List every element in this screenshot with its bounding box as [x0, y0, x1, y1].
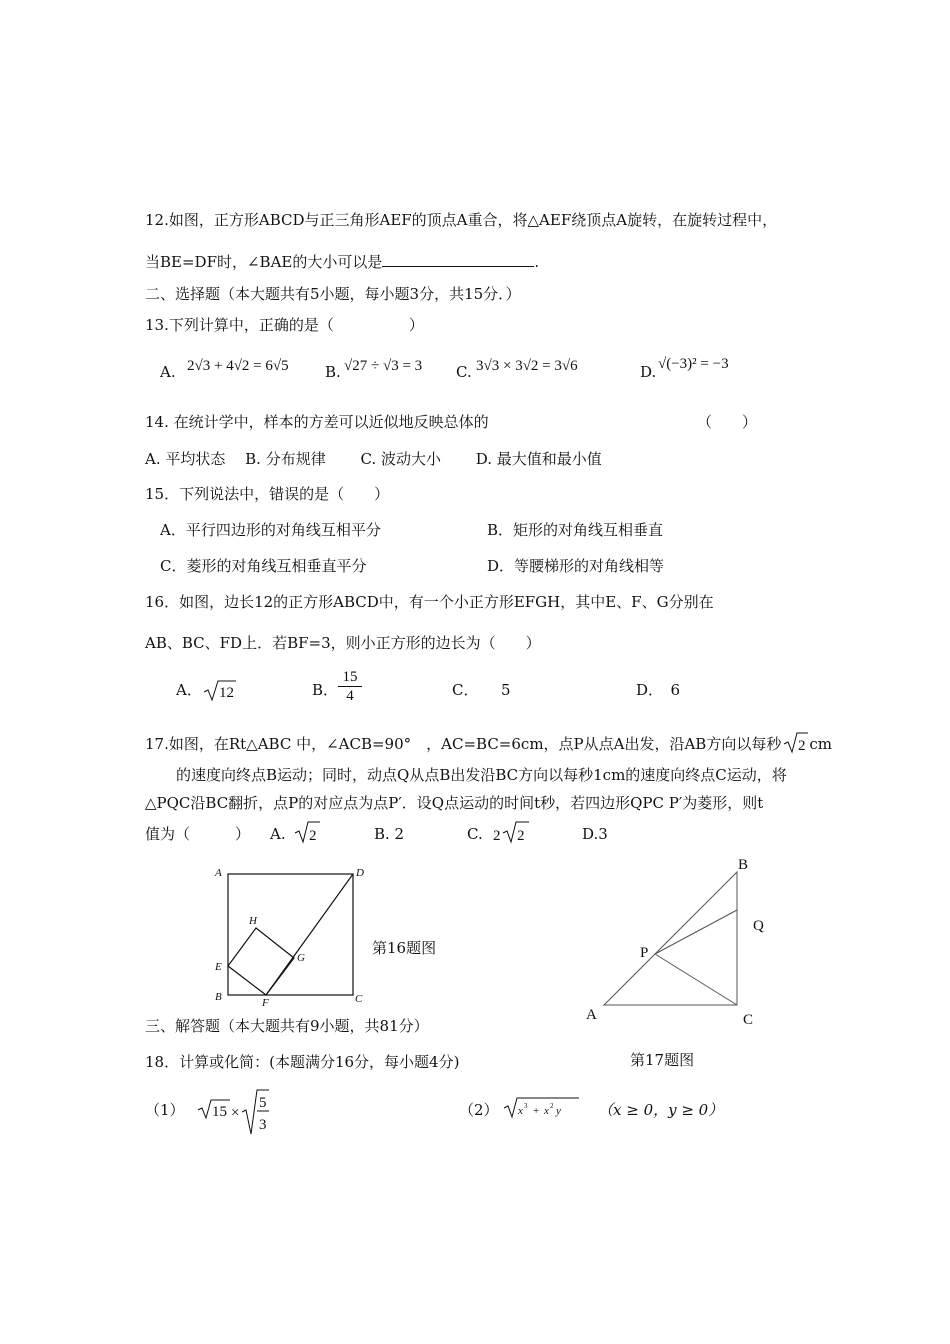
- svg-text:2: 2: [309, 828, 317, 844]
- q16-option-c: C． 5: [452, 681, 511, 699]
- q18-part1-expr: [197, 1088, 272, 1136]
- fig17-label-b: B: [738, 857, 749, 873]
- fig17-label-q: Q: [753, 918, 764, 934]
- svg-text:y: y: [556, 1105, 561, 1117]
- q17-line2: 的速度向终点B运动；同时，动点Q从点B出发沿BC方向以每秒1cm的速度向终点C运动，将: [176, 766, 787, 784]
- fig16-label-c: C: [355, 993, 363, 1005]
- q18-part2-condition: （x ≥ 0，y ≥ 0）: [598, 1101, 724, 1119]
- q18-part2-label: （2）: [459, 1101, 499, 1119]
- q17-unit: cm: [809, 735, 832, 753]
- q15-stem: 15．下列说法中，错误的是（ ）: [145, 485, 390, 503]
- q13-b-label: B.: [325, 363, 341, 381]
- svg-text:2: 2: [493, 828, 501, 844]
- q16-a-value: 12: [219, 685, 234, 701]
- fig16-square-abcd: [228, 874, 353, 995]
- q16-b-label: B．: [312, 681, 339, 699]
- fig16-square-efgh: [228, 928, 294, 995]
- q12-line1: 12.如图，正方形ABCD与正三角形AEF的顶点A重合，将△AEF绕顶点A旋转，在旋转过程中，: [145, 211, 778, 229]
- q16-b-denominator: 4: [346, 688, 354, 704]
- fig17-label-a: A: [586, 1007, 597, 1023]
- q13-a-expr: 2√3 + 4√2 = 6√5: [187, 358, 289, 374]
- q13-d-label: D.: [640, 363, 657, 381]
- q17-a-label: A.: [270, 825, 286, 843]
- q13-c-expr: 3√3 × 3√2 = 3√6: [476, 358, 578, 374]
- q16-option-d: D． 6: [636, 681, 681, 699]
- q17-a-sqrt2: [294, 818, 322, 846]
- q14-options: A. 平均状态 B. 分布规律 C. 波动大小 D. 最大值和最小值: [145, 450, 602, 468]
- fig16-caption: 第16题图: [372, 939, 437, 957]
- fig17-line-pc: [655, 954, 737, 1005]
- svg-text:2: 2: [798, 738, 806, 754]
- fig17-triangle-abc: [604, 872, 737, 1005]
- q17-line1-text: 17.如图，在Rt△ABC 中，∠ACB=90° ，AC=BC=6cm，点P从点A出发，沿AB方向以每秒: [145, 735, 782, 753]
- q15-option-a: A．平行四边形的对角线互相平分: [160, 521, 381, 539]
- svg-text:15: 15: [212, 1104, 227, 1120]
- q16-line1: 16．如图，边长12的正方形ABCD中，有一个小正方形EFGH，其中E、F、G分别在: [145, 593, 714, 611]
- q16-a-label: A．: [176, 681, 202, 699]
- svg-text:2: 2: [517, 828, 525, 844]
- q14-paren: （ ）: [697, 413, 758, 431]
- svg-text:3: 3: [524, 1102, 528, 1110]
- q18-stem: 18．计算或化简：(本题满分16分，每小题4分): [145, 1053, 460, 1071]
- fig16-label-b: B: [215, 991, 222, 1003]
- q15-option-d: D．等腰梯形的对角线相等: [487, 557, 665, 575]
- fig17-line-pq: [655, 910, 737, 954]
- q17-line4: 值为（ ）: [145, 825, 251, 843]
- fig17-caption: 第17题图: [630, 1051, 695, 1069]
- fig16-label-d: D: [356, 867, 364, 879]
- fig16-label-a: A: [215, 867, 222, 879]
- q15-option-b: B．矩形的对角线互相垂直: [487, 521, 664, 539]
- svg-text:+: +: [533, 1105, 540, 1117]
- q17-c-label: C.: [467, 825, 483, 843]
- q16-b-fraction: [338, 668, 362, 705]
- svg-text:×: ×: [231, 1105, 240, 1121]
- q17-c-2sqrt2: [492, 818, 532, 846]
- q18-part1-label: （1）: [145, 1101, 185, 1119]
- fig17-label-p: P: [640, 945, 649, 961]
- q13-d-expr: √(−3)² = −3: [658, 356, 729, 372]
- q17-sqrt2: [783, 731, 809, 755]
- fig16-diagram: [205, 858, 385, 1008]
- svg-text:x: x: [544, 1105, 549, 1117]
- section2-heading: 二、选择题（本大题共有5小题，每小题3分，共15分．）: [145, 285, 521, 303]
- q16-b-numerator: 15: [342, 669, 358, 685]
- q12-line2-end: .: [534, 253, 540, 271]
- q12-line2-text: 当BE=DF时，∠BAE的大小可以是: [145, 253, 383, 271]
- q15-option-c: C．菱形的对角线互相垂直平分: [160, 557, 367, 575]
- q17-option-d: D.3: [582, 825, 608, 843]
- q18-part2-expr: [503, 1094, 583, 1124]
- q16-line2: AB、BC、FD上．若BF=3，则小正方形的边长为（ ）: [145, 634, 541, 652]
- fig16-label-e: E: [215, 961, 222, 973]
- q16-a-radical: [202, 678, 238, 704]
- svg-text:5: 5: [259, 1095, 267, 1111]
- svg-text:x: x: [518, 1105, 523, 1117]
- q13-b-expr: √27 ÷ √3 = 3: [344, 358, 423, 374]
- q18-part1-text: [0, 0, 1, 1]
- section3-heading: 三、解答题（本大题共有9小题，共81分）: [145, 1017, 429, 1035]
- q14-stem: 14. 在统计学中，样本的方差可以近似地反映总体的: [145, 413, 489, 431]
- q12-line2: [145, 252, 539, 272]
- q12-answer-blank[interactable]: [382, 252, 534, 267]
- svg-text:2: 2: [550, 1102, 554, 1110]
- svg-text:3: 3: [259, 1117, 267, 1133]
- q13-c-label: C.: [456, 363, 472, 381]
- q17-option-b: B. 2: [374, 825, 405, 843]
- fig17-diagram: [580, 850, 780, 1035]
- q17-line3: △PQC沿BC翻折，点P的对应点为点P′．设Q点运动的时间t秒，若四边形QPC P′为菱形，则t: [145, 794, 764, 812]
- fig16-label-g: G: [297, 952, 305, 964]
- fig17-label-c: C: [743, 1012, 754, 1028]
- q13-a-label: A.: [160, 363, 176, 381]
- q13-stem: 13.下列计算中，正确的是（ ）: [145, 316, 424, 334]
- fig16-label-f: F: [262, 997, 269, 1008]
- fig16-label-h: H: [249, 915, 257, 927]
- q17-line1: [145, 731, 832, 755]
